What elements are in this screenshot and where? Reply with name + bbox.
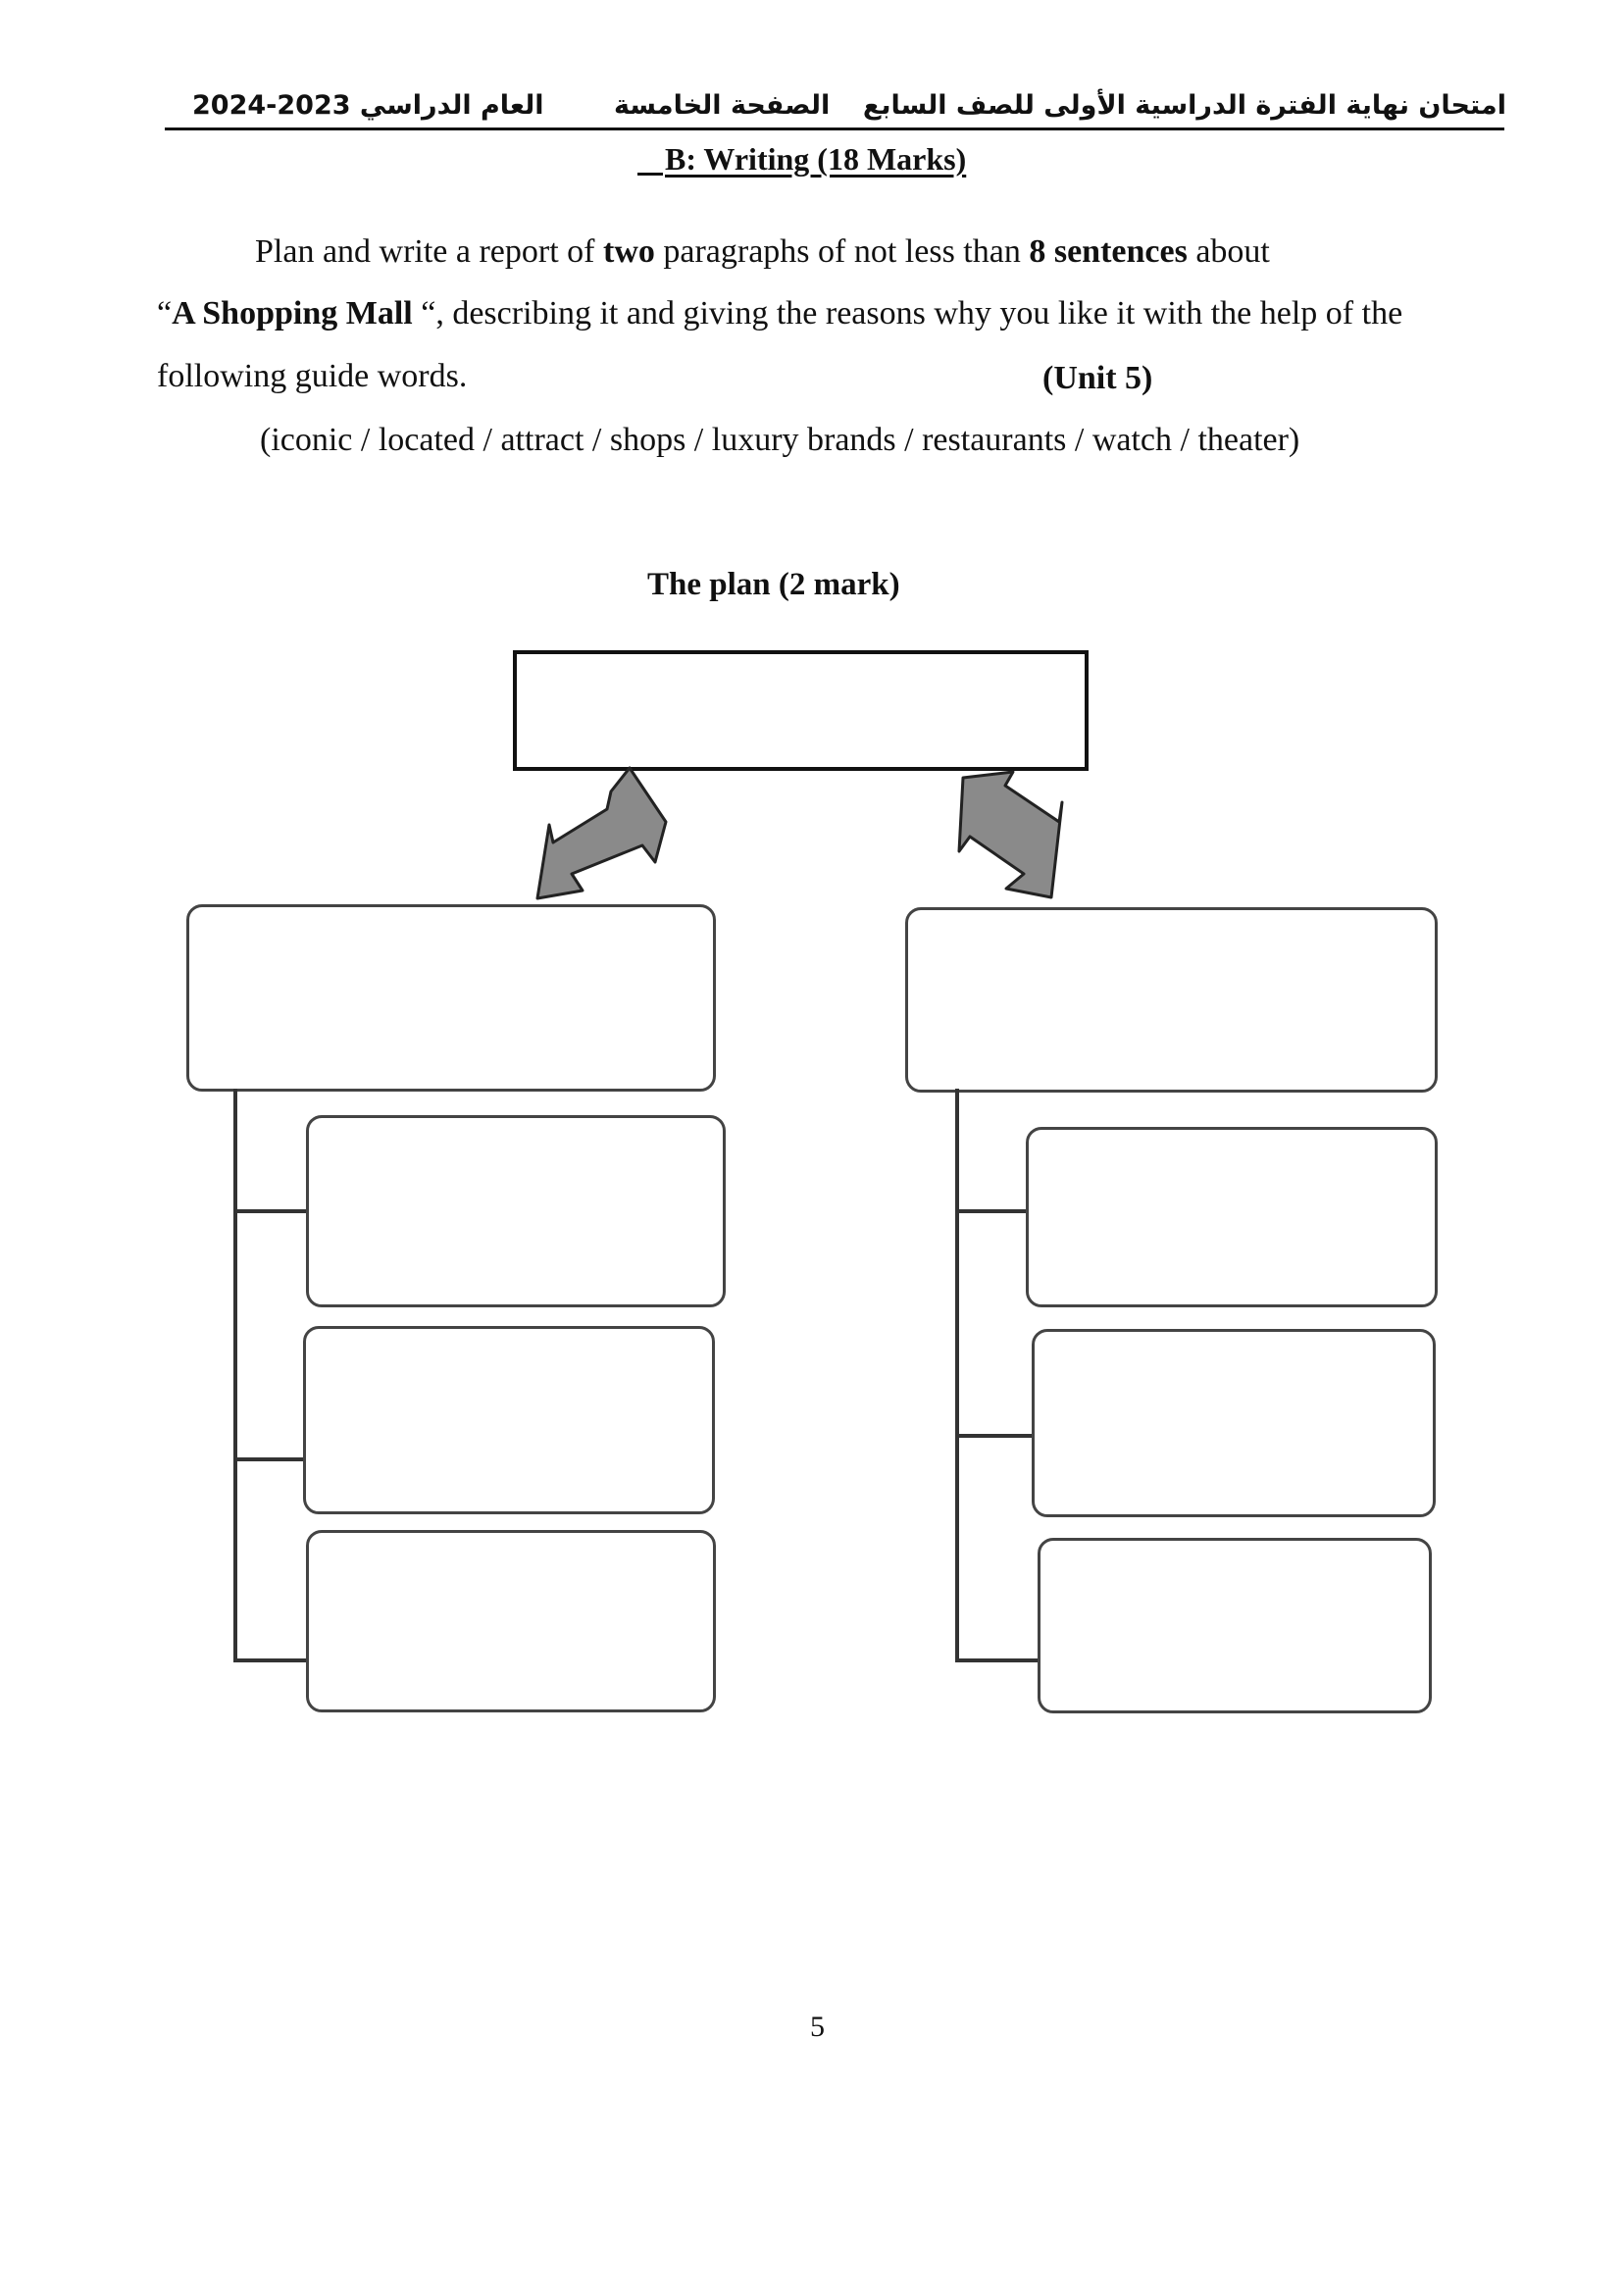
task-text: about — [1187, 233, 1270, 270]
left-branch-connector-3 — [233, 1658, 306, 1662]
left-branch-connector-2 — [233, 1457, 306, 1461]
plan-left-detail-box-1[interactable] — [306, 1115, 726, 1307]
right-branch-vertical-line — [955, 1089, 959, 1661]
right-branch-connector-1 — [955, 1209, 1026, 1213]
left-branch-vertical-line — [233, 1089, 237, 1661]
left-branch-connector-1 — [233, 1209, 306, 1213]
double-arrow-icon-right — [959, 772, 1062, 897]
plan-left-detail-box-2[interactable] — [303, 1326, 715, 1514]
plan-left-paragraph-box[interactable] — [186, 904, 716, 1092]
task-text: “, describing it and giving the reasons why you like it with the help of the — [421, 295, 1403, 331]
header-exam-title: امتحان نهاية الفترة الدراسية الأولى للصف السابع — [862, 90, 1506, 121]
task-text: Plan and write a report of — [255, 233, 603, 270]
plan-right-detail-box-1[interactable] — [1026, 1127, 1438, 1307]
task-quote-open: “ — [157, 295, 173, 331]
right-branch-connector-3 — [955, 1658, 1038, 1662]
task-emphasis-two: two — [603, 233, 655, 270]
plan-left-detail-box-3[interactable] — [306, 1530, 716, 1712]
section-title-text: B: Writing (18 Marks) — [665, 141, 967, 177]
task-text: paragraphs of not less than — [654, 233, 1030, 270]
plan-right-detail-box-2[interactable] — [1032, 1329, 1436, 1517]
task-topic: A Shopping Mall — [172, 295, 422, 331]
plan-title-text: The plan (2 mark) — [647, 567, 900, 602]
guide-words: (iconic / located / attract / shops / luxury brands / restaurants / watch / theater) — [260, 422, 1300, 458]
task-text: following guide words. — [157, 358, 468, 394]
plan-right-detail-box-3[interactable] — [1038, 1538, 1432, 1713]
page-number: 5 — [810, 2011, 825, 2043]
header-academic-year: العام الدراسي 2023-2024 — [192, 90, 544, 121]
header-page-label: الصفحة الخامسة — [614, 90, 831, 121]
right-branch-connector-2 — [955, 1434, 1032, 1438]
double-arrow-icon-left — [537, 768, 666, 898]
task-unit-text: (Unit 5) — [1042, 360, 1153, 396]
plan-right-paragraph-box[interactable] — [905, 907, 1438, 1093]
task-emphasis-sentences: 8 sentences — [1029, 233, 1188, 270]
